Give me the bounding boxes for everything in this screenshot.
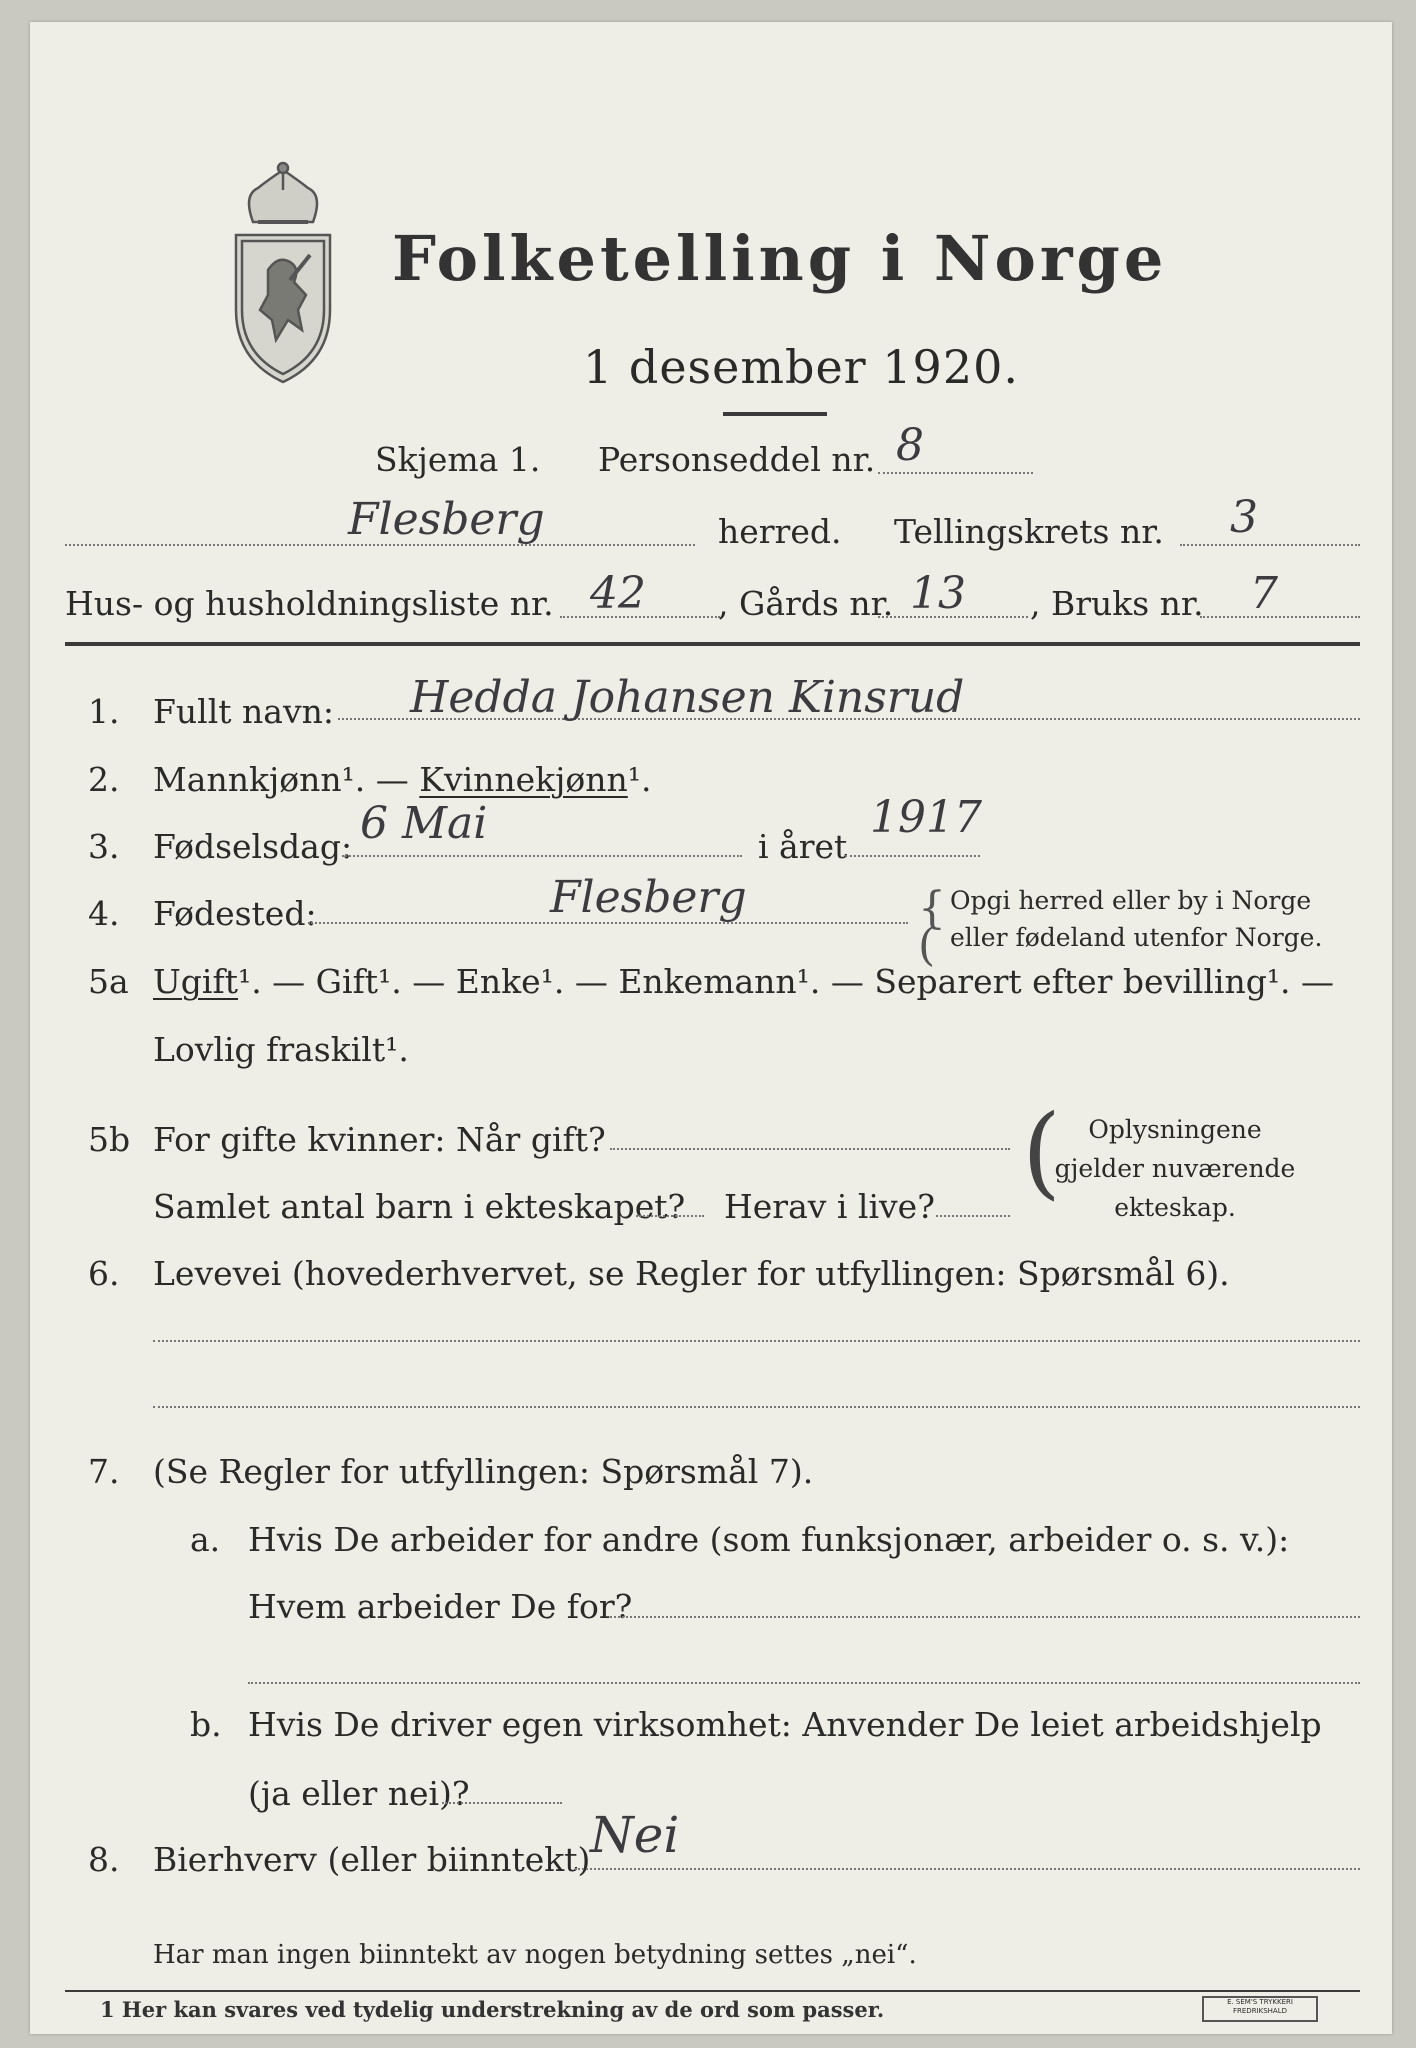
q5b-number: 5b: [88, 1120, 131, 1159]
q5b-children-line: [636, 1215, 704, 1217]
q8-label: Bierhverv (eller biinntekt): [153, 1840, 591, 1879]
q5b-alive-label: Herav i live?: [724, 1187, 935, 1226]
q6-label: Levevei (hovederhvervet, se Regler for utfyllingen: Spørsmål 6).: [153, 1254, 1230, 1293]
coat-of-arms-icon: [228, 160, 338, 385]
q5b-note-line2: gjelder nuværende: [1054, 1154, 1296, 1183]
q5a-option-unmarried[interactable]: Ugift: [153, 962, 238, 1001]
q4-note-line2: eller fødeland utenfor Norge.: [950, 923, 1323, 952]
q4-note-brace: { (: [918, 883, 946, 972]
q4-label: Fødested:: [153, 894, 317, 933]
q3-birthday-line: [342, 855, 742, 857]
q4-number: 4.: [88, 894, 120, 933]
tellingskrets-value[interactable]: 3: [1230, 492, 1258, 543]
q7a-number: a.: [190, 1520, 221, 1559]
bruks-value[interactable]: 7: [1250, 568, 1278, 619]
q5b-when-married-label: For gifte kvinner: Når gift?: [153, 1120, 606, 1159]
q2-option-male[interactable]: Mannkjønn¹. —: [153, 760, 409, 799]
gards-label: , Gårds nr.: [718, 584, 894, 623]
q2-number: 2.: [88, 760, 120, 799]
printer-stamp: [1202, 1996, 1318, 2022]
schema-label: Skjema 1.: [375, 440, 541, 479]
q5b-note-bracket: (: [1022, 1093, 1062, 1210]
q4-note: [950, 882, 1322, 956]
q6-answer-line-1: [153, 1340, 1360, 1342]
q7a-employer-label: Hvem arbeider De for?: [248, 1587, 633, 1626]
personseddel-label: Personseddel nr.: [598, 440, 876, 479]
q8-number: 8.: [88, 1840, 120, 1879]
bruks-label: , Bruks nr.: [1030, 584, 1204, 623]
q3-year-line: [845, 855, 980, 857]
q3-year-label: i året: [758, 827, 848, 866]
herred-label: herred.: [718, 512, 842, 551]
footer-note: Har man ingen biinntekt av nogen betydning settes „nei“.: [153, 1940, 917, 1970]
q7-number: 7.: [88, 1452, 120, 1491]
q3-label: Fødselsdag:: [153, 827, 353, 866]
tellingskrets-line: [1180, 544, 1360, 546]
q4-note-line1: Opgi herred eller by i Norge: [950, 886, 1312, 915]
q8-line: [575, 1868, 1360, 1870]
q8-side-income-value[interactable]: Nei: [590, 1806, 680, 1864]
q1-number: 1.: [88, 692, 120, 731]
hus-value[interactable]: 42: [590, 568, 646, 619]
q4-birthplace-value[interactable]: Flesberg: [550, 872, 747, 923]
form-title: Folketelling i Norge: [392, 222, 1168, 295]
q6-number: 6.: [88, 1254, 120, 1293]
footer-divider: [65, 1990, 1360, 1992]
q5b-note: [1050, 1110, 1300, 1227]
personseddel-line: [878, 472, 1033, 474]
q5a-number: 5a: [88, 962, 129, 1001]
q7a-employer-line: [610, 1616, 1360, 1618]
q5a-option-divorced[interactable]: Lovlig fraskilt¹.: [153, 1030, 409, 1069]
q5a-unmarried-footnote: ¹.: [237, 962, 262, 1001]
tellingskrets-label: Tellingskrets nr.: [894, 512, 1164, 551]
q2-option-female[interactable]: Kvinnekjønn: [419, 760, 628, 799]
hus-label: Hus- og husholdningsliste nr.: [65, 584, 554, 623]
q7b-line1: Hvis De driver egen virksomhet: Anvender De leiet arbeidshjelp: [248, 1705, 1322, 1744]
q1-full-name-value[interactable]: Hedda Johansen Kinsrud: [410, 672, 965, 723]
q6-answer-line-2: [153, 1406, 1360, 1408]
footnote: 1 Her kan svares ved tydelig understrekning av de ord som passer.: [100, 1997, 885, 2022]
q2-female-footnote: ¹.: [627, 760, 652, 799]
q7b-hired-help-line: [442, 1802, 562, 1804]
q5b-when-married-line: [610, 1148, 1010, 1150]
q5b-note-line1: Oplysningene: [1088, 1115, 1262, 1144]
q5b-note-line3: ekteskap.: [1114, 1193, 1236, 1222]
header-divider: [65, 642, 1360, 646]
printer-name: E. SEM'S TRYKKERI: [1227, 1998, 1293, 2006]
gards-value[interactable]: 13: [910, 568, 966, 619]
q7b-number: b.: [190, 1705, 222, 1744]
bruks-line: [1200, 616, 1360, 618]
q3-birthday-value[interactable]: 6 Mai: [360, 798, 488, 849]
title-rule: [723, 412, 827, 416]
census-date: 1 desember 1920.: [583, 340, 1019, 394]
herred-value[interactable]: Flesberg: [348, 494, 545, 545]
q7a-employer-line-2: [248, 1682, 1360, 1684]
q7b-hired-help-label: (ja eller nei)?: [248, 1774, 470, 1813]
q5b-children-label: Samlet antal barn i ekteskapet?: [153, 1187, 686, 1226]
q7-label: (Se Regler for utfyllingen: Spørsmål 7).: [153, 1452, 814, 1491]
q5b-alive-line: [936, 1215, 1010, 1217]
q3-year-value[interactable]: 1917: [870, 792, 982, 843]
personseddel-value[interactable]: 8: [896, 420, 924, 471]
q5a-marital-options: [153, 962, 1334, 1001]
q3-number: 3.: [88, 827, 120, 866]
q5a-other-options[interactable]: — Gift¹. — Enke¹. — Enkemann¹. — Separert efter bevilling¹. —: [261, 962, 1335, 1001]
q1-label: Fullt navn:: [153, 692, 334, 731]
census-form-page: [30, 22, 1392, 2034]
q2-sex-options: [153, 760, 652, 799]
q7a-line1: Hvis De arbeider for andre (som funksjonær, arbeider o. s. v.):: [248, 1520, 1290, 1559]
printer-city: FREDRIKSHALD: [1232, 2007, 1287, 2015]
